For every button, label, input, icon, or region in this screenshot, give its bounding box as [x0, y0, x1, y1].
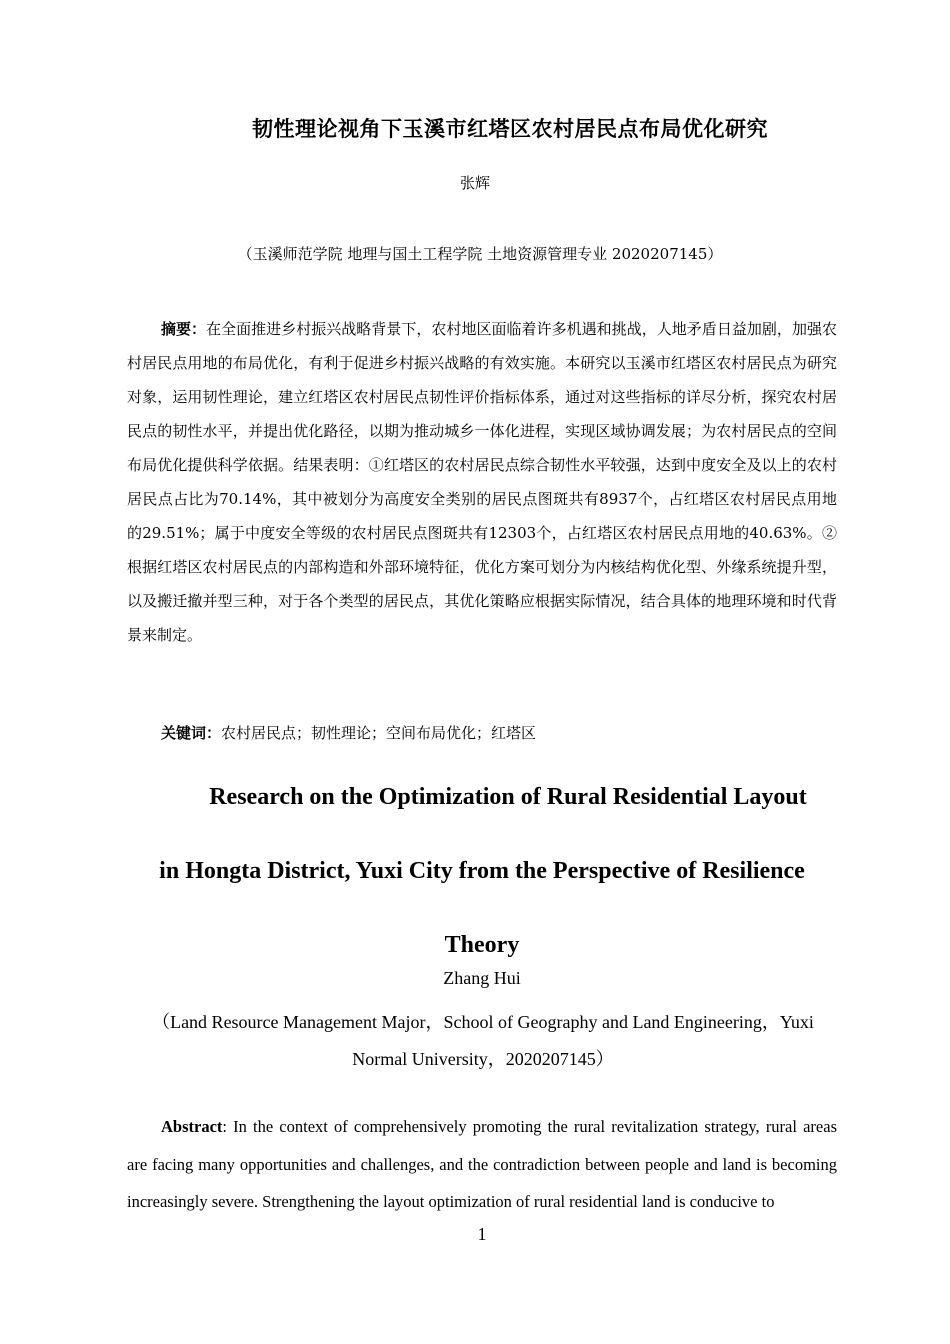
english-abstract [127, 1108, 837, 1221]
chinese-abstract-text: 在全面推进乡村振兴战略背景下，农村地区面临着许多机遇和挑战，人地矛盾日益加剧，加强农村居民点用地的布局优化，有利于促进乡村振兴战略的有效实施。本研究以玉溪市红塔区农村居民点为研究对象，运用韧性理论，建立红塔区农村居民点韧性评价指标体系，通过对这些指标的详尽分析，探究农村居民点的韧性水平，并提出优化路径，以期为推动城乡一体化进程，实现区域协调发展；为农村居民点的空间布局优化提供科学依据。结果表明：①红塔区的农村居民点综合韧性水平较强，达到中度安全及以上的农村居民点占比为70.14%，其中被划分为高度安全类别的居民点图斑共有8937个，占红塔区农村居民点用地的29.51%；属于中度安全等级的农村居民点图斑共有12303个，占红塔区农村居民点用地的40.63%。②根据红塔区农村居民点的内部构造和外部环境特征，优化方案可划分为内核结构优化型、外缘系统提升型，以及搬迁撤并型三种，对于各个类型的居民点，其优化策略应根据实际情况，结合具体的地理环境和时代背景来制定。 [127, 320, 837, 644]
chinese-keywords-label: 关键词： [161, 724, 222, 742]
english-title-line-3: Theory [444, 932, 520, 958]
chinese-abstract [127, 312, 837, 652]
english-affiliation: （Land Resource Management Major，School of Geography and Land Engineering，Yuxi Normal University，2020207145） [152, 1012, 814, 1069]
page-number: 1 [477, 1224, 487, 1244]
english-title-line-1: Research on the Optimization of Rural Residential Layout [209, 784, 807, 810]
chinese-affiliation: （玉溪师范学院 地理与国土工程学院 土地资源管理专业 2020207145） [237, 245, 723, 263]
chinese-abstract-label: 摘要： [161, 320, 207, 338]
english-abstract-label: Abstract [161, 1117, 223, 1136]
english-title-line-2: in Hongta District, Yuxi City from the Perspective of Resilience [159, 858, 805, 884]
english-title [127, 760, 837, 982]
chinese-keywords-text: 农村居民点；韧性理论；空间布局优化；红塔区 [221, 724, 537, 742]
chinese-keywords [161, 722, 536, 743]
english-abstract-text: : In the context of comprehensively promoting the rural revitalization strategy, rural areas are facing many opportunities and challenges, and the contradiction between people and land is becoming increasingly severe. Strengthening the layout optimization of rural residential land is conducive to [127, 1117, 837, 1211]
chinese-author: 张辉 [459, 174, 490, 192]
chinese-title: 韧性理论视角下玉溪市红塔区农村居民点布局优化研究 [252, 117, 768, 141]
english-author: Zhang Hui [443, 968, 521, 988]
